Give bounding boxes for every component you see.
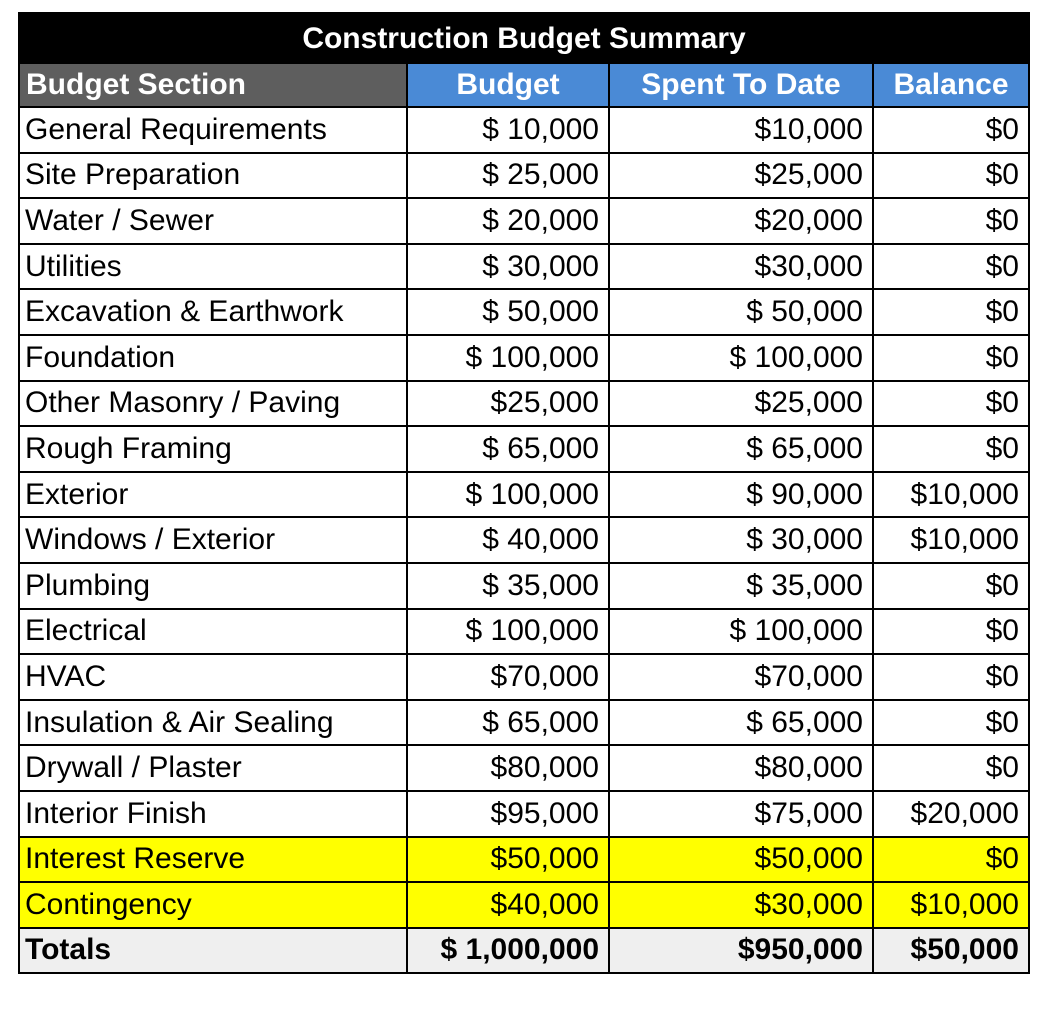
cell-budget-section: Site Preparation [19,153,407,199]
table-row [19,609,1029,655]
cell-balance: $10,000 [873,472,1029,518]
cell-spent-to-date: $25,000 [609,153,873,199]
cell-balance: $0 [873,563,1029,609]
cell-budget-section: Drywall / Plaster [19,745,407,791]
header-budget-section: Budget Section [19,63,407,107]
table-title: Construction Budget Summary [19,13,1029,63]
cell-balance: $0 [873,609,1029,655]
totals-row [19,928,1029,974]
table-row [19,107,1029,153]
table-row [19,654,1029,700]
cell-spent-to-date: $70,000 [609,654,873,700]
header-budget: Budget [407,63,609,107]
cell-budget-section: Rough Framing [19,426,407,472]
cell-budget-section: Foundation [19,335,407,381]
table-row [19,700,1029,746]
cell-spent-to-date: $10,000 [609,107,873,153]
cell-balance: $20,000 [873,791,1029,837]
cell-spent-to-date: $ 90,000 [609,472,873,518]
cell-balance: $0 [873,107,1029,153]
cell-balance: $0 [873,654,1029,700]
table-row [19,153,1029,199]
cell-balance: $10,000 [873,882,1029,928]
table-row [19,198,1029,244]
table-body [19,107,1029,928]
cell-balance: $10,000 [873,517,1029,563]
cell-balance: $0 [873,381,1029,427]
cell-balance: $0 [873,153,1029,199]
cell-spent-to-date: $75,000 [609,791,873,837]
cell-balance: $0 [873,426,1029,472]
cell-spent-to-date: $ 100,000 [609,609,873,655]
cell-budget-section: Insulation & Air Sealing [19,700,407,746]
table-row [19,472,1029,518]
cell-budget-section: Contingency [19,882,407,928]
cell-budget-section: Utilities [19,244,407,290]
cell-budget-section: Plumbing [19,563,407,609]
table-row [19,289,1029,335]
cell-budget-section: Water / Sewer [19,198,407,244]
cell-budget-section: Windows / Exterior [19,517,407,563]
table-row [19,335,1029,381]
cell-spent-to-date: $30,000 [609,244,873,290]
table-row-highlighted [19,837,1029,883]
table-row [19,563,1029,609]
cell-budget-section: Interior Finish [19,791,407,837]
cell-budget: $ 100,000 [407,472,609,518]
cell-budget: $ 50,000 [407,289,609,335]
cell-budget: $ 65,000 [407,426,609,472]
table-row-highlighted [19,882,1029,928]
cell-spent-to-date: $ 50,000 [609,289,873,335]
cell-spent-to-date: $ 30,000 [609,517,873,563]
table-row [19,244,1029,290]
cell-spent-to-date: $ 65,000 [609,426,873,472]
totals-label: Totals [19,928,407,974]
table-row [19,381,1029,427]
title-row [19,13,1029,63]
cell-budget: $95,000 [407,791,609,837]
table-row [19,517,1029,563]
cell-budget-section: Exterior [19,472,407,518]
cell-budget: $ 100,000 [407,335,609,381]
cell-balance: $0 [873,335,1029,381]
cell-budget-section: Excavation & Earthwork [19,289,407,335]
cell-budget-section: General Requirements [19,107,407,153]
cell-budget: $ 40,000 [407,517,609,563]
cell-budget: $25,000 [407,381,609,427]
cell-balance: $0 [873,198,1029,244]
cell-spent-to-date: $ 65,000 [609,700,873,746]
cell-budget: $80,000 [407,745,609,791]
cell-budget: $ 100,000 [407,609,609,655]
cell-spent-to-date: $30,000 [609,882,873,928]
cell-spent-to-date: $ 35,000 [609,563,873,609]
cell-budget: $ 25,000 [407,153,609,199]
cell-budget: $50,000 [407,837,609,883]
totals-balance: $50,000 [873,928,1029,974]
cell-balance: $0 [873,837,1029,883]
cell-budget: $ 35,000 [407,563,609,609]
totals-budget: $ 1,000,000 [407,928,609,974]
cell-spent-to-date: $50,000 [609,837,873,883]
header-spent-to-date: Spent To Date [609,63,873,107]
table-row [19,791,1029,837]
cell-budget-section: Electrical [19,609,407,655]
cell-budget: $40,000 [407,882,609,928]
header-row [19,63,1029,107]
table-row [19,745,1029,791]
cell-budget: $ 20,000 [407,198,609,244]
cell-spent-to-date: $ 100,000 [609,335,873,381]
cell-budget-section: Interest Reserve [19,837,407,883]
table-row [19,426,1029,472]
cell-spent-to-date: $20,000 [609,198,873,244]
budget-table [18,12,1030,974]
header-balance: Balance [873,63,1029,107]
cell-budget: $70,000 [407,654,609,700]
totals-spent: $950,000 [609,928,873,974]
cell-balance: $0 [873,289,1029,335]
cell-budget: $ 10,000 [407,107,609,153]
cell-budget-section: HVAC [19,654,407,700]
cell-budget: $ 65,000 [407,700,609,746]
cell-balance: $0 [873,745,1029,791]
cell-budget: $ 30,000 [407,244,609,290]
cell-spent-to-date: $25,000 [609,381,873,427]
cell-balance: $0 [873,700,1029,746]
cell-budget-section: Other Masonry / Paving [19,381,407,427]
cell-balance: $0 [873,244,1029,290]
cell-spent-to-date: $80,000 [609,745,873,791]
